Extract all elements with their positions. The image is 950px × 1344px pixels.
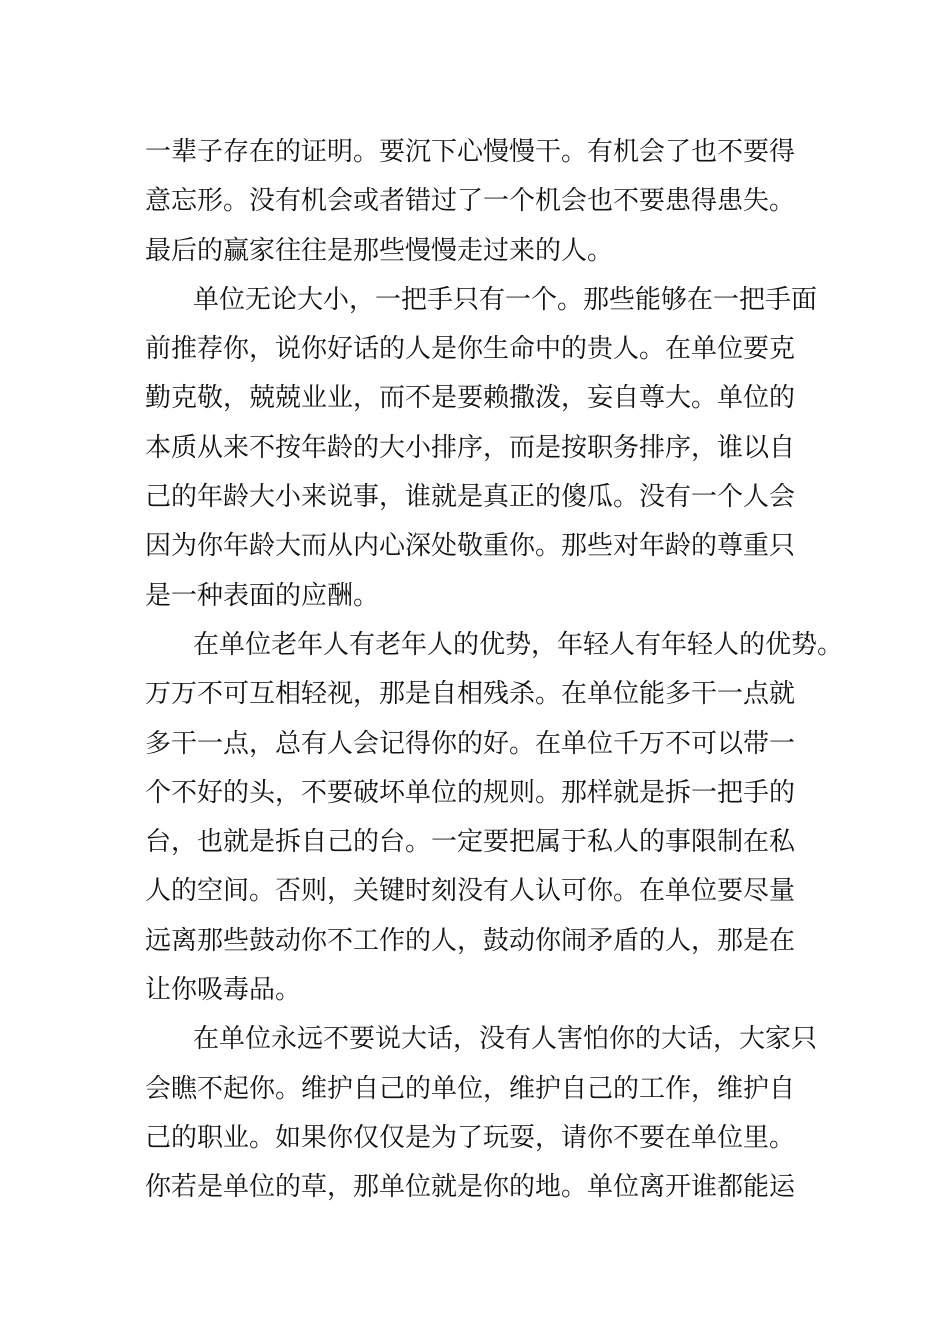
text-line: 前推荐你，说你好话的人是你生命中的贵人。在单位要克 [145, 334, 796, 365]
paragraph-2 [145, 276, 825, 621]
text-line: 台，也就是拆自己的台。一定要把属于私人的事限制在私 [145, 827, 796, 858]
text-line: 会瞧不起你。维护自己的单位，维护自己的工作，维护自 [145, 1073, 796, 1104]
text-line: 让你吸毒品。 [145, 975, 302, 1006]
text-line: 个不好的头，不要破坏单位的规则。那样就是拆一把手的 [145, 777, 796, 808]
text-line: 远离那些鼓动你不工作的人，鼓动你闹矛盾的人，那是在 [145, 925, 796, 956]
text-line: 本质从来不按年龄的大小排序，而是按职务排序，谁以自 [145, 432, 796, 463]
paragraph-4 [145, 1015, 825, 1212]
text-line: 你若是单位的草，那单位就是你的地。单位离开谁都能运 [145, 1172, 796, 1203]
text-line: 最后的赢家往往是那些慢慢走过来的人。 [145, 235, 614, 266]
text-line: 是一种表面的应酬。 [145, 580, 380, 611]
text-line: 人的空间。否则，关键时刻没有人认可你。在单位要尽量 [145, 876, 796, 907]
text-line: 一辈子存在的证明。要沉下心慢慢干。有机会了也不要得 [145, 137, 796, 167]
text-line: 己的职业。如果你仅仅是为了玩耍，请你不要在单位里。 [145, 1122, 796, 1153]
text-line: 因为你年龄大而从内心深处敬重你。那些对年龄的尊重只 [145, 531, 796, 562]
text-line: 勤克敬，兢兢业业，而不是要赖撒泼，妄自尊大。单位的 [145, 383, 796, 414]
text-line: 万万不可互相轻视，那是自相残杀。在单位能多干一点就 [145, 679, 796, 710]
document-body [145, 128, 844, 1213]
paragraph-3 [145, 621, 844, 1015]
text-line: 意忘形。没有机会或者错过了一个机会也不要患得患失。 [145, 186, 796, 217]
text-line: 己的年龄大小来说事，谁就是真正的傻瓜。没有一个人会 [145, 482, 796, 513]
text-line: 多干一点，总有人会记得你的好。在单位千万不可以带一 [145, 728, 796, 759]
paragraph-1 [145, 128, 825, 276]
text-line: 在单位老年人有老年人的优势，年轻人有年轻人的优势。 [193, 629, 844, 660]
text-line: 在单位永远不要说大话，没有人害怕你的大话，大家只 [193, 1024, 818, 1055]
text-line: 单位无论大小，一把手只有一个。那些能够在一把手面 [193, 284, 818, 315]
